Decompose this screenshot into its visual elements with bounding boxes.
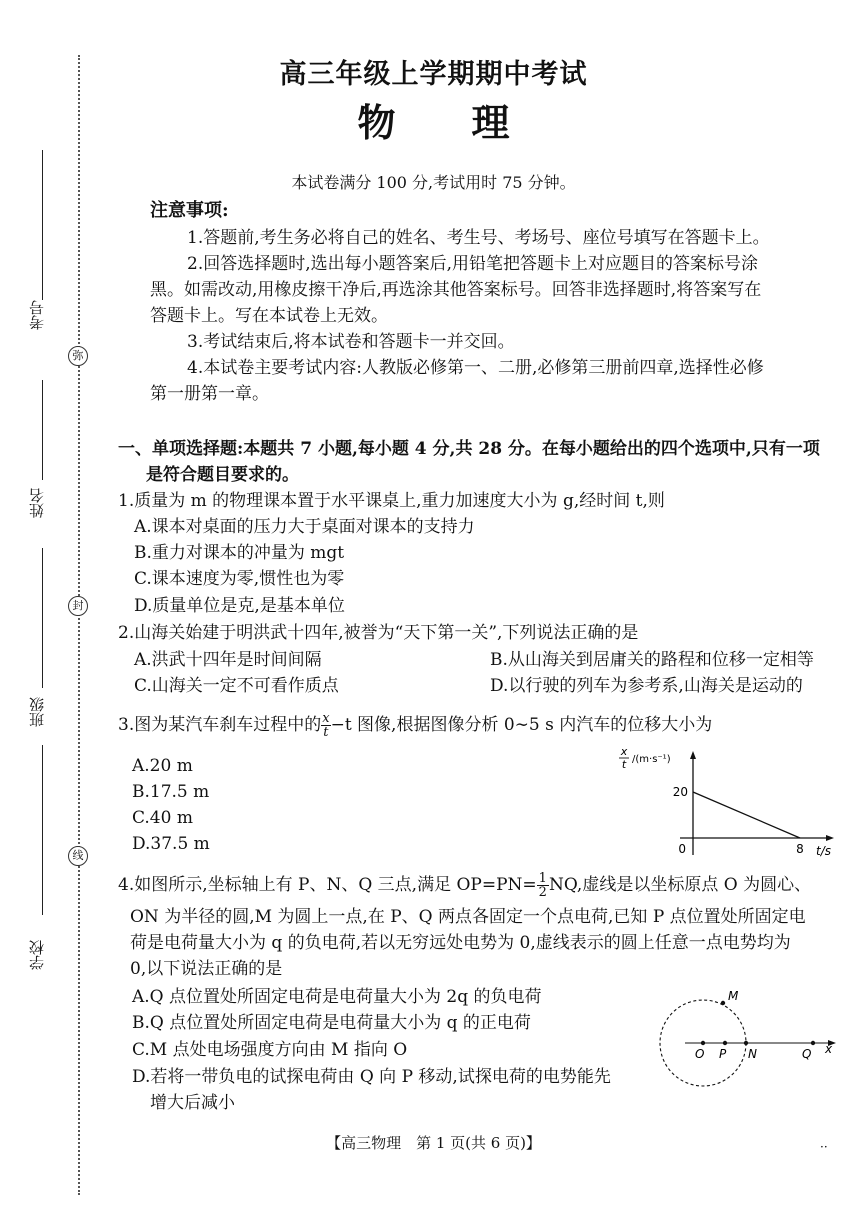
chart-ylabel-unit: /(m·s⁻¹) (632, 754, 671, 765)
point-n (744, 1041, 748, 1045)
label-n: N (748, 1047, 757, 1061)
q2-option-a: A.洪武十四年是时间间隔 (134, 650, 322, 670)
point-p (723, 1041, 727, 1045)
name-blank (42, 380, 43, 480)
q4-option-d-line1: D.若将一带负电的试探电荷由 Q 向 P 移动,试探电荷的电势能先 (132, 1067, 611, 1087)
class-blank (42, 548, 43, 688)
notice-line-7: 第一册第一章。 (150, 384, 269, 404)
q4-charge-diagram (655, 980, 845, 1095)
q2-option-b: B.从山海关到居庸关的路程和位移一定相等 (490, 650, 814, 670)
q4-option-b: B.Q 点位置处所固定电荷是电荷量大小为 q 的正电荷 (132, 1013, 531, 1033)
q2-stem: 2.山海关始建于明洪武十四年,被誉为“天下第一关”,下列说法正确的是 (118, 623, 639, 643)
q3-option-c: C.40 m (132, 808, 193, 828)
label-q: Q (802, 1047, 812, 1061)
q4-stem-part2: NQ,虚线是以坐标原点 O 为圆心、 (548, 875, 812, 895)
subject-char-1: 物 (357, 100, 396, 145)
exam-title: 高三年级上学期期中考试 (279, 59, 588, 90)
notice-heading: 注意事项: (150, 200, 229, 221)
margin-label-name: 姓名 (28, 488, 46, 518)
q3-xt-t-chart (610, 745, 840, 865)
q4-option-a: A.Q 点位置处所固定电荷是电荷量大小为 2q 的负电荷 (132, 987, 542, 1007)
page-footer: 【高三物理 第 1 页(共 6 页)】 (326, 1134, 541, 1152)
point-o (701, 1041, 705, 1045)
margin-label-school: 学校 (28, 940, 46, 970)
notice-line-5: 3.考试结束后,将本试卷和答题卡一并交回。 (187, 332, 515, 352)
q3-option-a: A.20 m (132, 756, 193, 776)
q1-stem: 1.质量为 m 的物理课本置于水平课桌上,重力加速度大小为 g,经时间 t,则 (118, 491, 665, 511)
q4-stem-line1 (118, 872, 811, 899)
chart-origin-label: 0 (678, 842, 686, 856)
q3-option-b: B.17.5 m (132, 782, 210, 802)
chart-y-arrow (690, 751, 696, 759)
q2-option-d: D.以行驶的列车为参考系,山海关是运动的 (490, 676, 803, 696)
point-m (721, 1001, 725, 1005)
binding-dotted-line (78, 55, 80, 1195)
subject-char-2: 理 (471, 100, 510, 145)
chart-x-tick-label: 8 (796, 842, 804, 856)
notice-line-2: 2.回答选择题时,选出每小题答案后,用铅笔把答题卡上对应题目的答案标号涂 (187, 254, 759, 274)
label-p: P (719, 1047, 727, 1061)
q4-stem-line2: ON 为半径的圆,M 为圆上一点,在 P、Q 两点各固定一个点电荷,已知 P 点位置处所固定电 (130, 907, 806, 927)
q4-frac-den: 2 (538, 885, 547, 900)
seal-circle-mi: 弥 (68, 346, 88, 366)
q4-frac-num: 1 (538, 871, 547, 886)
chart-ylabel-num: x (620, 745, 628, 758)
q1-option-d: D.质量单位是克,是基本单位 (134, 596, 345, 616)
notice-line-3: 黑。如需改动,用橡皮擦干净后,再选涂其他答案标号。回答非选择题时,将答案写在 (150, 280, 762, 300)
label-o: O (695, 1047, 705, 1061)
label-m: M (728, 989, 739, 1003)
seal-circle-feng: 封 (68, 596, 88, 616)
q3-frac-den: t (323, 725, 329, 740)
q4-option-c: C.M 点处电场强度方向由 M 指向 O (132, 1040, 408, 1060)
chart-x-label: t/s (816, 844, 831, 858)
q4-fraction (537, 872, 549, 899)
point-q (811, 1041, 815, 1045)
q1-option-a: A.课本对桌面的压力大于桌面对课本的支持力 (134, 517, 475, 537)
q4-stem-part1: 4.如图所示,坐标轴上有 P、N、Q 三点,满足 OP=PN= (118, 875, 537, 895)
q1-option-c: C.课本速度为零,惯性也为零 (134, 569, 345, 589)
notice-line-1: 1.答题前,考生务必将自己的姓名、考生号、考场号、座位号填写在答题卡上。 (187, 228, 770, 248)
q1-option-b: B.重力对课本的冲量为 mgt (134, 543, 345, 563)
corner-mark: ·· (820, 1140, 828, 1154)
school-blank (42, 745, 43, 915)
margin-label-class: 班级 (28, 697, 46, 727)
label-x: x (825, 1042, 833, 1056)
section1-line2: 是符合题目要求的。 (146, 465, 299, 485)
margin-label-exam-number: 考号 (28, 300, 46, 330)
subject-title (0, 92, 867, 147)
info-line: 本试卷满分 100 分,考试用时 75 分钟。 (291, 173, 576, 192)
notice-line-4: 答题卡上。写在本试卷上无效。 (150, 306, 388, 326)
q4-option-d-line2: 增大后减小 (150, 1093, 235, 1113)
q3-frac-num: x (322, 711, 330, 726)
chart-x-arrow (826, 835, 834, 841)
section1-line1: 一、单项选择题:本题共 7 小题,每小题 4 分,共 28 分。在每小题给出的四个选项中,只有一项 (118, 439, 820, 459)
chart-series-line (693, 792, 800, 838)
q4-stem-line4: 0,以下说法正确的是 (130, 959, 283, 979)
q3-stem (118, 712, 712, 739)
q4-stem-line3: 荷是电荷量大小为 q 的负电荷,若以无穷远处电势为 0,虚线表示的圆上任意一点电势均为 (130, 933, 791, 953)
q3-fraction (321, 712, 330, 739)
chart-ylabel-den: t (621, 758, 627, 771)
q3-option-d: D.37.5 m (132, 834, 210, 854)
q3-stem-suffix: −t 图像,根据图像分析 0∼5 s 内汽车的位移大小为 (330, 715, 713, 735)
chart-y-tick-label: 20 (672, 785, 688, 799)
seal-circle-xian: 线 (68, 846, 88, 866)
q3-stem-prefix: 3.图为某汽车刹车过程中的 (118, 715, 322, 735)
notice-line-6: 4.本试卷主要考试内容:人教版必修第一、二册,必修第三册前四章,选择性必修 (187, 358, 764, 378)
q2-option-c: C.山海关一定不可看作质点 (134, 676, 339, 696)
